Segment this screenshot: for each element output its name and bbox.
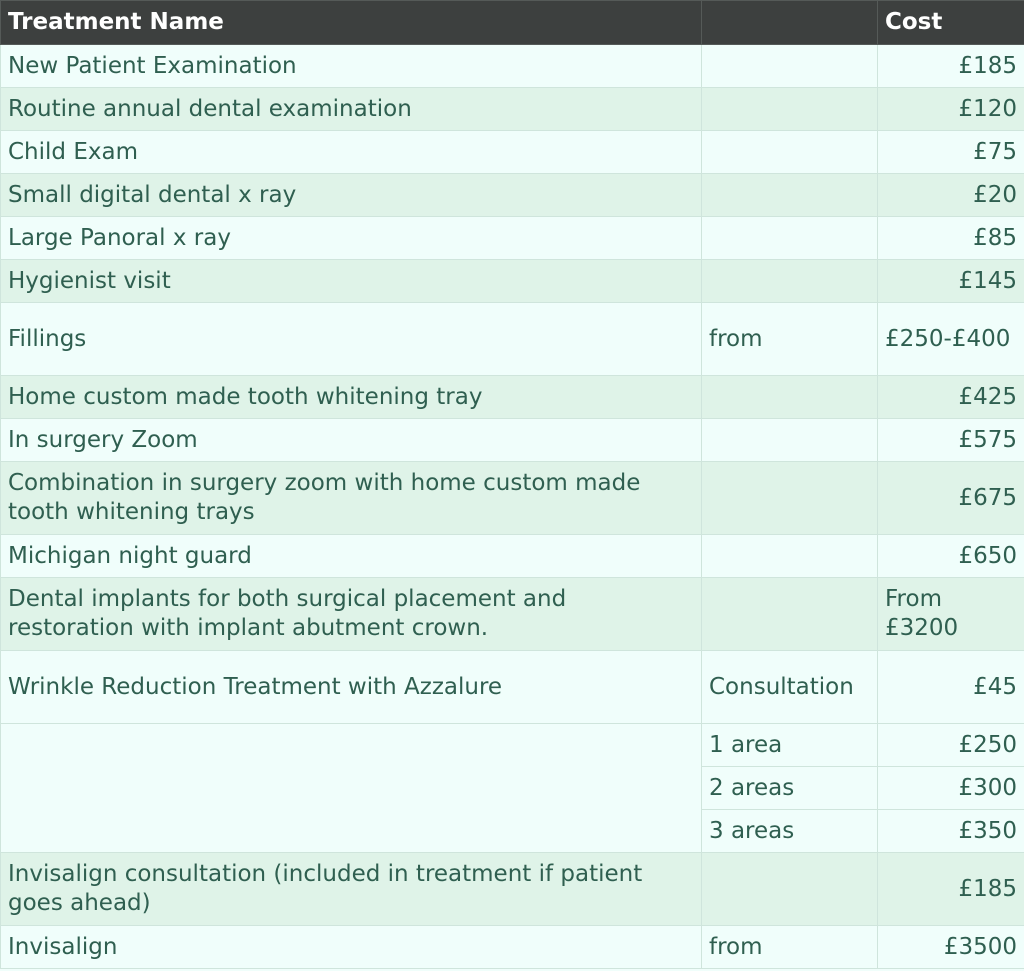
treatment-name: In surgery Zoom: [1, 419, 702, 462]
treatment-cost: £350: [878, 810, 1024, 853]
treatment-cost: £300: [878, 767, 1024, 810]
table-row: [1, 376, 1024, 419]
treatment-name: [1, 724, 702, 853]
treatment-note: 3 areas: [702, 810, 878, 853]
table-row: [1, 853, 1024, 926]
table-row: [1, 260, 1024, 303]
treatment-name: Small digital dental x ray: [1, 174, 702, 217]
treatment-cost: £85: [878, 217, 1024, 260]
treatment-note: [702, 260, 878, 303]
treatment-cost: £45: [878, 651, 1024, 724]
treatment-cost: From £3200: [878, 578, 1024, 651]
header-cost: Cost: [878, 1, 1024, 45]
table-row: [1, 724, 1024, 767]
treatment-note: [702, 88, 878, 131]
table-header-row: [1, 1, 1024, 45]
treatment-note: 2 areas: [702, 767, 878, 810]
treatment-note: [702, 131, 878, 174]
treatment-name: Dental implants for both surgical placement and restoration with implant abutment crown.: [1, 578, 702, 651]
treatment-note: [702, 462, 878, 535]
table-row: [1, 303, 1024, 376]
header-note: [702, 1, 878, 45]
treatment-note: [702, 853, 878, 926]
treatment-cost: £75: [878, 131, 1024, 174]
table-row: [1, 462, 1024, 535]
treatment-name: Large Panoral x ray: [1, 217, 702, 260]
table-row: [1, 88, 1024, 131]
treatment-name: Invisalign: [1, 926, 702, 969]
treatment-cost: £425: [878, 376, 1024, 419]
treatment-name: Invisalign consultation (included in treatment if patient goes ahead): [1, 853, 702, 926]
treatment-cost: £185: [878, 45, 1024, 88]
treatment-note: [702, 217, 878, 260]
treatment-name: Combination in surgery zoom with home custom made tooth whitening trays: [1, 462, 702, 535]
treatment-name: Wrinkle Reduction Treatment with Azzalure: [1, 651, 702, 724]
table-row: [1, 926, 1024, 969]
table-row: [1, 45, 1024, 88]
treatment-name: Child Exam: [1, 131, 702, 174]
table-row: [1, 535, 1024, 578]
treatment-note: [702, 535, 878, 578]
treatment-name: New Patient Examination: [1, 45, 702, 88]
treatment-note: Consultation: [702, 651, 878, 724]
table-row: [1, 651, 1024, 724]
treatment-note: [702, 174, 878, 217]
treatment-cost: £675: [878, 462, 1024, 535]
treatment-name: Michigan night guard: [1, 535, 702, 578]
treatment-cost: £145: [878, 260, 1024, 303]
header-treatment-name: Treatment Name: [1, 1, 702, 45]
treatment-cost: £3500: [878, 926, 1024, 969]
treatment-cost: £250: [878, 724, 1024, 767]
treatment-name: Hygienist visit: [1, 260, 702, 303]
treatment-cost: £650: [878, 535, 1024, 578]
treatment-note: [702, 578, 878, 651]
treatment-note: [702, 45, 878, 88]
treatment-note: from: [702, 303, 878, 376]
table-row: [1, 131, 1024, 174]
treatment-cost: £250-£400: [878, 303, 1024, 376]
treatment-cost: £575: [878, 419, 1024, 462]
treatment-name: Home custom made tooth whitening tray: [1, 376, 702, 419]
treatment-note: [702, 376, 878, 419]
treatment-cost: £20: [878, 174, 1024, 217]
treatment-name: Routine annual dental examination: [1, 88, 702, 131]
treatment-cost: £120: [878, 88, 1024, 131]
treatment-cost: £185: [878, 853, 1024, 926]
table-row: [1, 578, 1024, 651]
treatment-note: from: [702, 926, 878, 969]
table-row: [1, 217, 1024, 260]
treatment-note: 1 area: [702, 724, 878, 767]
treatment-name: Fillings: [1, 303, 702, 376]
treatment-note: [702, 419, 878, 462]
table-row: [1, 419, 1024, 462]
table-row: [1, 174, 1024, 217]
